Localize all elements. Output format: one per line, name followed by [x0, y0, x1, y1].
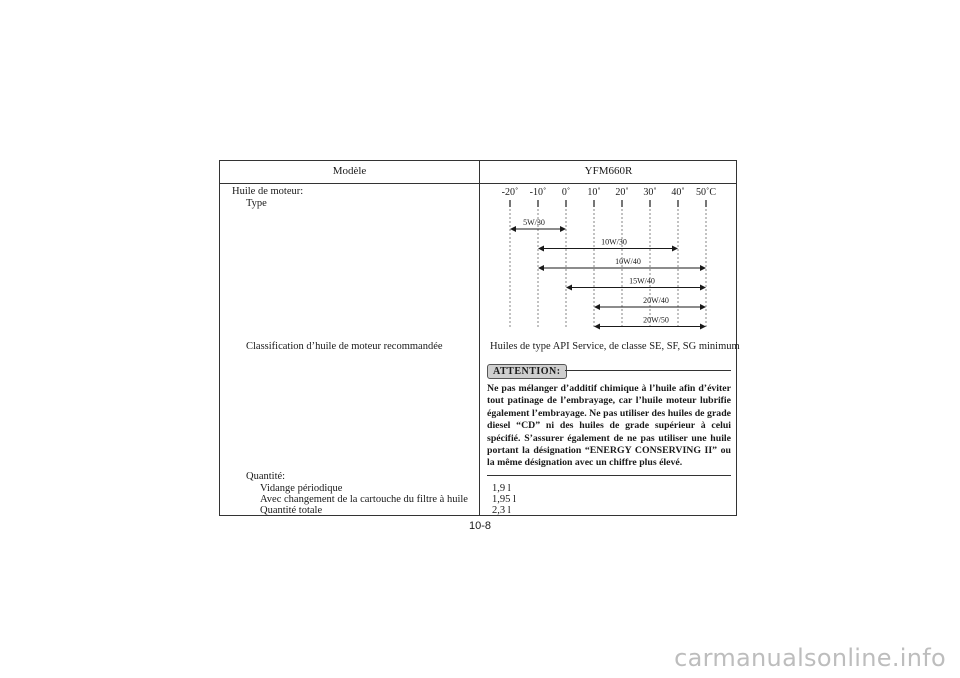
temperature-tick-label: 50˚C	[696, 187, 716, 198]
quantity-row-label: Avec changement de la cartouche du filtre à huile	[260, 494, 468, 505]
grade-label: 10W/30	[601, 237, 627, 247]
attention-top-rule	[565, 370, 731, 371]
classification-label: Classification d’huile de moteur recommandée	[246, 341, 443, 352]
grade-label: 15W/40	[629, 276, 655, 286]
quantity-row-value: 2,3 l	[492, 505, 511, 516]
grade-label: 20W/50	[643, 315, 669, 325]
grade-label: 5W/30	[523, 218, 545, 227]
temperature-tick-label: 10˚	[587, 187, 601, 198]
engine-oil-label: Huile de moteur:	[232, 186, 304, 197]
oil-type-label: Type	[246, 198, 267, 209]
viscosity-chart-svg	[482, 185, 737, 335]
header-model-value: YFM660R	[584, 165, 633, 177]
temperature-tick-label: 0˚	[561, 187, 571, 198]
grade-label: 10W/40	[615, 257, 641, 266]
attention-text: Ne pas mélanger d’additif chimique à l’huile afin d’éviter tout patinage de l’embrayage, car l’huile moteur lubrifie également l’embrayage. Ne pas utiliser des huiles de grade diesel “CD” ni des huiles de grade supérieur à celui spécifié. S’assurer également de ne pas utiliser une huile portant la désignation “ENERGY CONSERVING II” ou la même désignation avec un chiffre plus élevé.	[487, 383, 731, 469]
temperature-tick-label: 40˚	[671, 187, 685, 198]
temperature-tick-label: 20˚	[615, 187, 629, 198]
spec-table	[219, 160, 740, 516]
attention-badge: ATTENTION:	[487, 364, 567, 379]
page-number: 10-8	[468, 520, 492, 532]
temperature-tick-label: -20˚	[501, 187, 519, 198]
temperature-tick-label: 30˚	[643, 187, 657, 198]
quantity-row-value: 1,9 l	[492, 483, 511, 494]
table-header	[220, 161, 736, 184]
header-model-label: Modèle	[332, 165, 367, 177]
attention-bottom-rule	[487, 475, 731, 476]
quantity-row-label: Vidange périodique	[260, 483, 343, 494]
oil-viscosity-chart	[482, 185, 737, 335]
watermark-text: carmanualsonline.info	[674, 644, 946, 672]
quantity-row-label: Quantité totale	[260, 505, 323, 516]
classification-value: Huiles de type API Service, de classe SE, SF, SG minimum	[490, 341, 740, 352]
temperature-tick-label: -10˚	[529, 187, 547, 198]
column-divider	[479, 161, 480, 515]
quantity-label: Quantité:	[246, 471, 286, 482]
grade-label: 20W/40	[643, 296, 669, 305]
quantity-row-value: 1,95 l	[492, 494, 516, 505]
attention-box	[487, 361, 731, 476]
